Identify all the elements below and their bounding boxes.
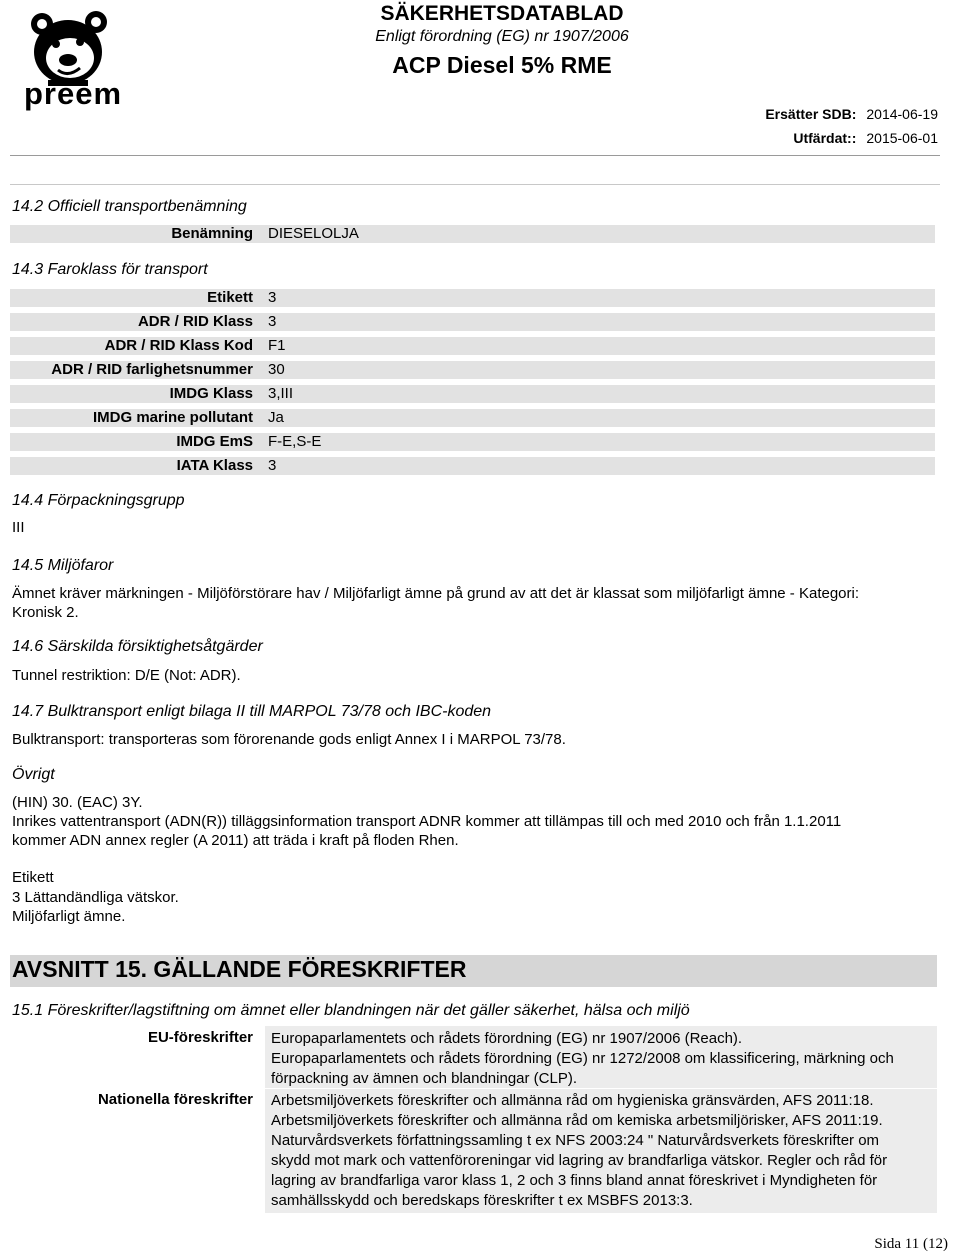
national-regulations-label: Nationella föreskrifter <box>97 1091 253 1108</box>
eu-regulations-text <box>271 1029 931 1089</box>
section-15-title: AVSNITT 15. GÄLLANDE FÖRESKRIFTER <box>12 956 467 982</box>
replaces-label: Ersätter SDB: <box>765 106 857 122</box>
hazard-row-label: Etikett <box>207 289 253 306</box>
issued-date: 2015-06-01 <box>866 130 938 146</box>
section-14-7-heading: 14.7 Bulktransport enligt bilaga II till MARPOL 73/78 och IBC-koden <box>12 703 492 720</box>
hazard-row-label: IMDG Klass <box>169 385 253 402</box>
hazard-row-value: 3 <box>268 457 277 474</box>
bulk-transport-text: Bulktransport: transporteras som förorenande gods enligt Annex I i MARPOL 73/78. <box>12 731 566 748</box>
regulation-line: lagring av brandfarliga varor klass 1, 2 och 3 finns bland annat föreskrivet i Myndigheten för <box>271 1172 878 1189</box>
hazard-row-value: 3 <box>268 289 277 306</box>
label-heading: Etikett <box>12 869 54 886</box>
hazard-row-label: ADR / RID Klass Kod <box>104 337 253 354</box>
hazard-row-label: ADR / RID farlighetsnummer <box>51 361 253 378</box>
hazard-row-value: F1 <box>268 337 286 354</box>
regulation-line: samhällsskydd och beredskaps föreskrifter t ex MSBFS 2013:3. <box>271 1192 693 1209</box>
section-14-2-heading: 14.2 Officiell transportbenämning <box>12 198 247 215</box>
other-heading: Övrigt <box>12 766 55 783</box>
logo-wordmark: preem <box>24 76 123 111</box>
document-title: SÄKERHETSDATABLAD <box>380 2 624 25</box>
eu-regulations-label: EU-föreskrifter <box>147 1029 253 1046</box>
section-14-5-heading: 14.5 Miljöfaror <box>12 557 114 574</box>
hazard-row-label: IATA Klass <box>176 457 253 474</box>
section-14-6-heading: 14.6 Särskilda försiktighetsåtgärder <box>12 638 263 655</box>
section-14-3-heading: 14.3 Faroklass för transport <box>12 261 208 278</box>
hazard-row-label: IMDG EmS <box>176 433 253 450</box>
replaces-row <box>765 106 938 122</box>
regulation-line: Naturvårdsverkets författningssamling t ex NFS 2003:24 " Naturvårdsverkets föreskrifter om <box>271 1132 880 1149</box>
issued-label: Utfärdat:: <box>793 130 857 146</box>
hazard-row-value: 3 <box>268 313 277 330</box>
hazard-row-value: Ja <box>268 409 284 426</box>
regulation-subtitle: Enligt förordning (EG) nr 1907/2006 <box>375 28 629 45</box>
environment-text-1: Ämnet kräver märkningen - Miljöförstörare hav / Miljöfarligt ämne på grund av att det är klassat som miljöfarligt ämne - Kategori: <box>12 585 860 602</box>
regulation-line: Arbetsmiljöverkets föreskrifter och allmänna råd om hygieniska gränsvärden, AFS 2011:18. <box>271 1092 874 1109</box>
name-label: Benämning <box>171 225 253 242</box>
hazard-row-value: 30 <box>268 361 285 378</box>
hazard-row-label: ADR / RID Klass <box>137 313 253 330</box>
section-14-4-heading: 14.4 Förpackningsgrupp <box>12 492 185 509</box>
other-line-2: Inrikes vattentransport (ADN(R)) tilläggsinformation transport ADNR kommer att tillämpas till och med 2010 och från 1.1.2011 <box>12 813 842 830</box>
section-15-1-heading: 15.1 Föreskrifter/lagstiftning om ämnet eller blandningen när det gäller säkerhet, hälsa och miljö <box>12 1002 690 1019</box>
national-regulations-text <box>271 1091 931 1211</box>
replaces-date: 2014-06-19 <box>866 106 938 122</box>
header-divider <box>10 155 940 156</box>
regulation-line: förpackning av ämnen och blandningar (CLP). <box>271 1070 578 1087</box>
page-number: Sida 11 (12) <box>874 1236 948 1252</box>
name-value: DIESELOLJA <box>268 225 359 242</box>
product-name: ACP Diesel 5% RME <box>392 52 612 78</box>
hazard-row-value: 3,III <box>268 385 294 402</box>
environment-text-2: Kronisk 2. <box>12 604 79 621</box>
header-divider-2 <box>10 184 940 185</box>
hazard-row-value: F-E,S-E <box>268 433 322 450</box>
regulation-line: Europaparlamentets och rådets förordning (EG) nr 1272/2008 om klassificering, märkning och <box>271 1050 894 1067</box>
packing-group-value: III <box>12 519 25 536</box>
label-line-2: Miljöfarligt ämne. <box>12 908 126 925</box>
regulation-line: Arbetsmiljöverkets föreskrifter och allmänna råd om kemiska arbetsmiljörisker, AFS 2011:19. <box>271 1112 883 1129</box>
hazard-row-label: IMDG marine pollutant <box>92 409 253 426</box>
regulation-line: skydd mot mark och vattenföroreningar vid lagring av brandfarliga vätskor. Regler och råd för <box>271 1152 888 1169</box>
label-line-1: 3 Lättandändliga vätskor. <box>12 889 179 906</box>
regulation-line: Europaparlamentets och rådets förordning (EG) nr 1907/2006 (Reach). <box>271 1030 743 1047</box>
other-line-1: (HIN) 30. (EAC) 3Y. <box>12 794 143 811</box>
tunnel-restriction-text: Tunnel restriktion: D/E (Not: ADR). <box>12 667 241 684</box>
issued-row <box>793 130 938 146</box>
other-line-3: kommer ADN annex regler (A 2011) att träda i kraft på floden Rhen. <box>12 832 459 849</box>
